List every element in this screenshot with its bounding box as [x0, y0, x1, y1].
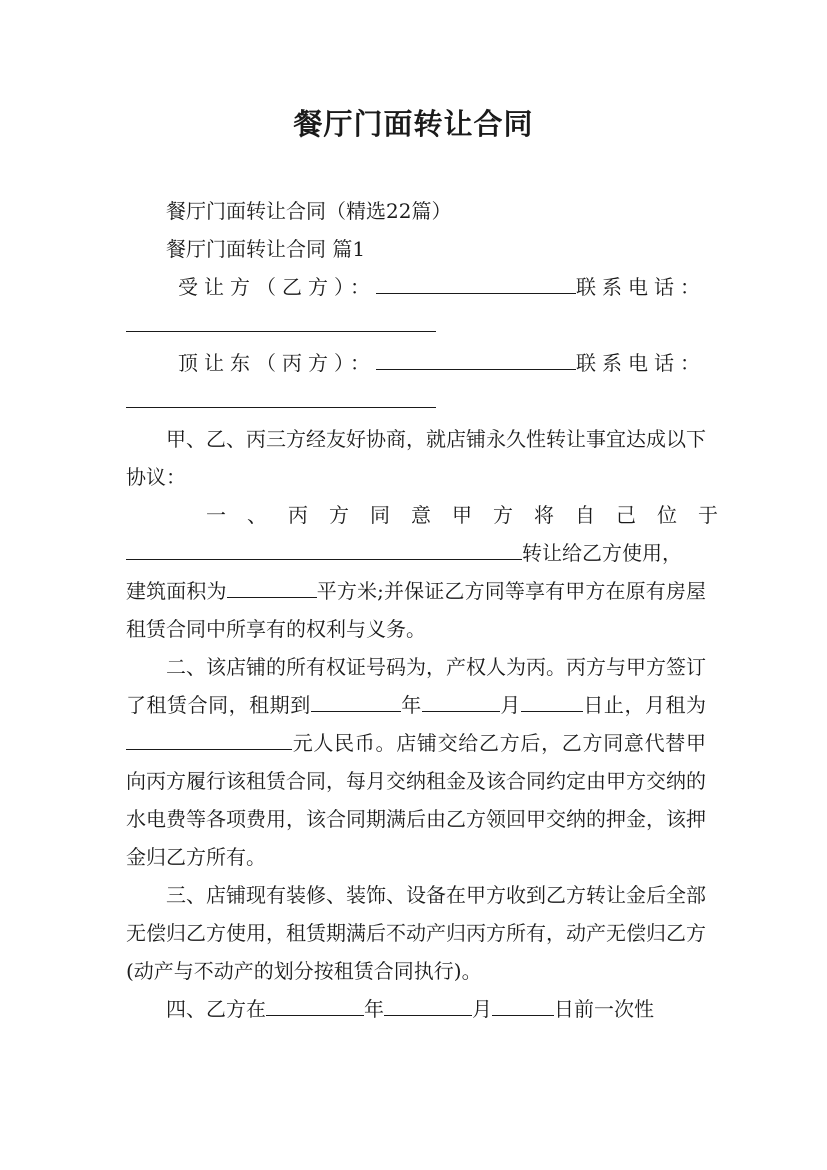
- clause-2-rest: 元人民币。店铺交给乙方后，乙方同意代替甲向丙方履行该租赁合同，每月交纳租金及该合同约定由甲方交纳的水电费等各项费用，该合同期满后由乙方领回甲交纳的押金，该押金归乙方所有。: [126, 731, 706, 869]
- clause-2-month-label: 月: [499, 693, 521, 717]
- clause-2-rent-label: 日止，月租为: [582, 693, 707, 717]
- assignee-phone-label: 联系电话：: [576, 275, 706, 299]
- clause-2-year-label: 年: [400, 693, 422, 717]
- section-heading: 餐厅门面转让合同 篇1: [166, 237, 366, 261]
- clause-1-row2: [126, 534, 706, 572]
- payment-year-blank: [266, 995, 364, 1016]
- assignee-phone-line: [126, 306, 706, 344]
- clause-2: [126, 648, 706, 876]
- shareholder-label: 顶让东（丙方）：: [178, 351, 376, 375]
- clause-4-rest: 日前一次性: [554, 997, 654, 1021]
- payment-month-blank: [384, 995, 472, 1016]
- location-blank: [126, 539, 522, 560]
- assignee-blank: [376, 273, 576, 294]
- clause-4: [126, 990, 706, 1028]
- shareholder-phone-label: 联系电话：: [576, 351, 706, 375]
- lease-day-blank: [521, 691, 583, 712]
- clause-4-month-label: 月: [472, 997, 492, 1021]
- assignee-label: 受让方（乙方）：: [178, 275, 376, 299]
- shareholder-phone-line: [126, 382, 706, 420]
- assignee-phone-blank: [126, 311, 436, 332]
- clause-2-lead: 二、该店铺的所有权证号码为，产权人为丙。丙方与甲方签订了租赁合同，租期到: [126, 655, 706, 717]
- shareholder-phone-blank: [126, 387, 436, 408]
- rent-blank: [126, 729, 292, 750]
- shareholder-line: [126, 344, 706, 382]
- payment-day-blank: [492, 995, 554, 1016]
- lease-month-blank: [422, 691, 500, 712]
- shareholder-blank: [376, 349, 576, 370]
- clause-4-year-label: 年: [364, 997, 384, 1021]
- clause-3: 三、店铺现有装修、装饰、设备在甲方收到乙方转让金后全部无偿归乙方使用，租赁期满后不动产归丙方所有，动产无偿归乙方(动产与不动产的划分按租赁合同执行)。: [126, 883, 706, 983]
- clause-1-rest: 平方米;并保证乙方同等享有甲方在原有房屋租赁合同中所享有的权利与义务。: [126, 579, 706, 641]
- document-title: 餐厅门面转让合同: [293, 107, 534, 141]
- lease-year-blank: [311, 691, 401, 712]
- clause-1-transfer-text: 转让给乙方使用，: [522, 541, 682, 565]
- area-blank: [227, 577, 317, 598]
- clause-4-lead: 四、乙方在: [166, 997, 266, 1021]
- intro-paragraph: 甲、乙、丙三方经友好协商，就店铺永久性转让事宜达成以下协议：: [126, 427, 706, 489]
- document-body: [126, 192, 739, 1028]
- subtitle: 餐厅门面转让合同（精选22篇）: [166, 199, 452, 223]
- clause-1-lead: 一、丙方同意甲方将自己位于: [206, 503, 739, 527]
- clause-1-area-label: 建筑面积为: [126, 579, 227, 603]
- assignee-line: [126, 268, 706, 306]
- clause-1: [126, 496, 739, 648]
